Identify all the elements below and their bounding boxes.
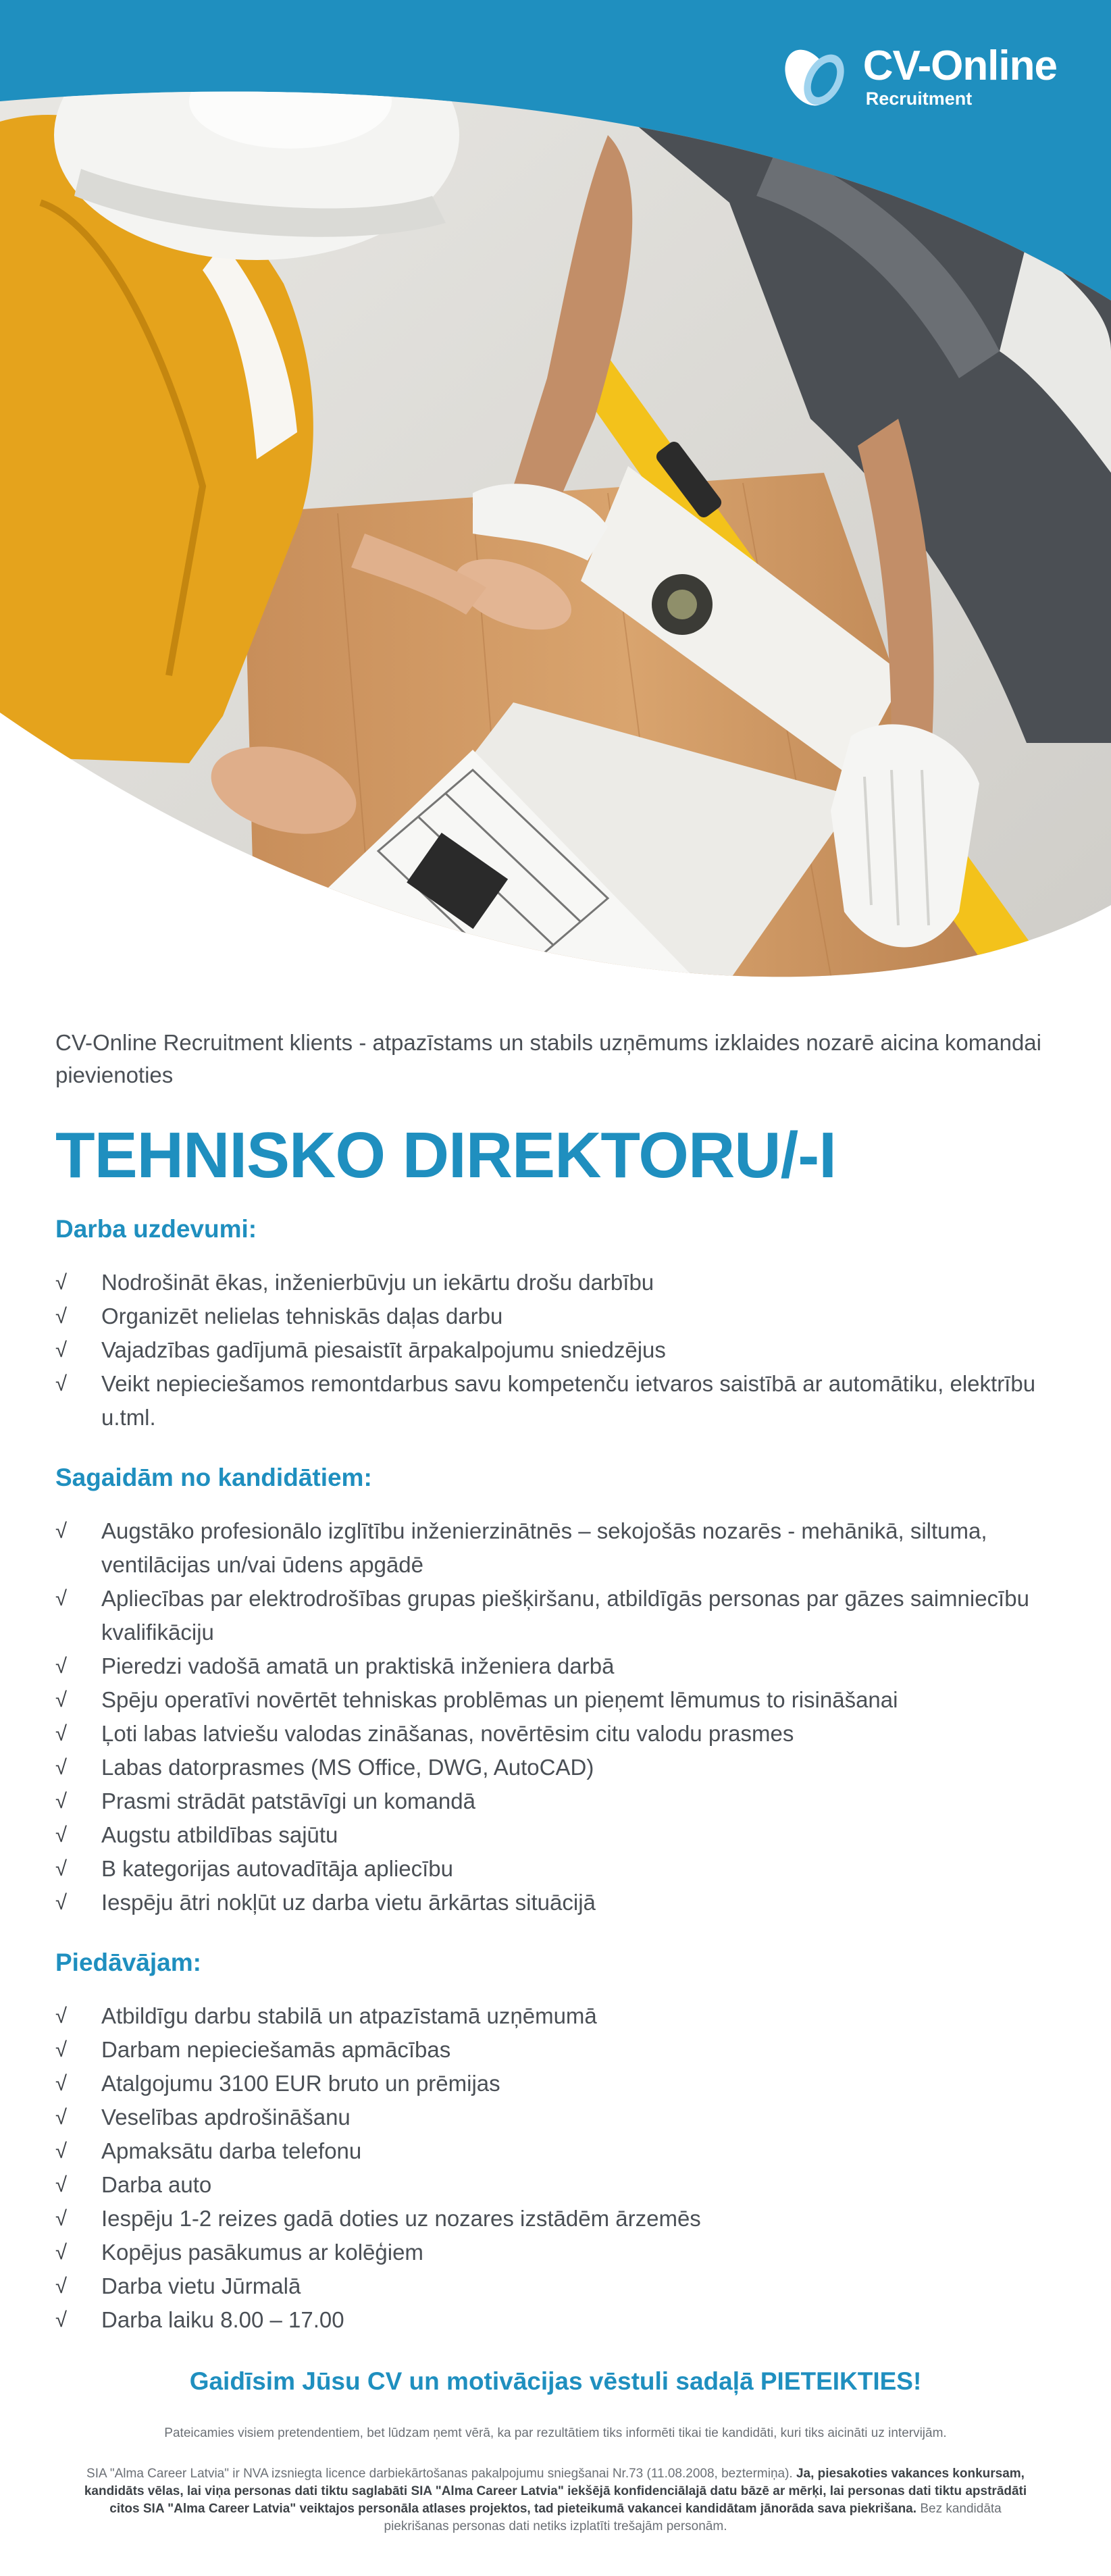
list-item-text: Nodrošināt ēkas, inženierbūvju un iekārtu drošu darbību — [101, 1270, 654, 1295]
legal-text — [81, 2465, 1030, 2535]
list-item — [55, 1717, 1055, 1751]
list-item-text: Augstāko profesionālo izglītību inženierzinātnēs – sekojošās nozarēs - mehānikā, siltuma, ventilācijas un/vai ūdens apgādē — [101, 1518, 987, 1577]
check-icon: √ — [55, 1654, 68, 1678]
check-icon: √ — [55, 1270, 68, 1294]
list-item-text: Pieredzi vadošā amatā un praktiskā inženiera darbā — [101, 1653, 615, 1678]
check-icon: √ — [55, 2004, 68, 2028]
tasks-list — [55, 1266, 1055, 1435]
brand-subtitle: Recruitment — [865, 88, 973, 109]
check-icon: √ — [55, 1688, 68, 1711]
list-item — [55, 1751, 1055, 1784]
check-icon: √ — [55, 1587, 68, 1610]
list-item-text: Augstu atbildības sajūtu — [101, 1822, 338, 1847]
list-item — [55, 2101, 1055, 2134]
list-item — [55, 1367, 1055, 1435]
consent-text: Ja, piesakoties vakances konkursam, kandidāts vēlas, lai viņa personas dati tiktu saglabāti SIA "Alma Career Latvia" iekšējā konfidenciālajā datu bāzē ar mērķi, lai personas dati tiktu apstrādāti citos SIA "Alma Career Latvia" veiktajos personāla atlases projektos, tad pieteikumā vakancei kandidātam jānorāda sava piekrišana. — [84, 2467, 1027, 2516]
list-item-text: Vajadzības gadījumā piesaistīt ārpakalpojumu sniedzējus — [101, 1337, 666, 1362]
list-item — [55, 1784, 1055, 1818]
check-icon: √ — [55, 2240, 68, 2264]
list-item-text: Atalgojumu 3100 EUR bruto un prēmijas — [101, 2071, 500, 2096]
list-item-text: Darba vietu Jūrmalā — [101, 2273, 301, 2298]
list-item — [55, 1886, 1055, 1920]
check-icon: √ — [55, 2071, 68, 2095]
section-heading: Sagaidām no kandidātiem: — [55, 1464, 372, 1491]
list-item — [55, 1649, 1055, 1683]
list-item-text: Darba auto — [101, 2172, 212, 2197]
list-item — [55, 2067, 1055, 2101]
list-item-text: Apliecības par elektrodrošības grupas piešķiršanu, atbildīgās personas par gāzes saimniecību kvalifikāciju — [101, 1586, 1029, 1645]
intro-text: CV-Online Recruitment klients - atpazīstams un stabils uzņēmums izklaides nozarē aicina komandai pievienoties — [55, 1030, 1041, 1087]
list-item-text: Ļoti labas latviešu valodas zināšanas, novērtēsim citu valodu prasmes — [101, 1721, 794, 1746]
list-item — [55, 2202, 1055, 2236]
section-offer — [55, 1947, 1055, 2337]
check-icon: √ — [55, 2207, 68, 2230]
hero-banner — [0, 0, 1111, 1000]
list-item-text: Atbildīgu darbu stabilā un atpazīstamā uzņēmumā — [101, 2003, 597, 2028]
no-consent-text: Bez kandidāta piekrišanas personas dati netiks izplatīti trešajām personām. — [384, 2502, 1002, 2533]
brand-logo — [782, 41, 1057, 115]
section-requirements — [55, 1462, 1055, 1920]
list-item — [55, 2269, 1055, 2303]
check-icon: √ — [55, 2105, 68, 2129]
list-item-text: B kategorijas autovadītāja apliecību — [101, 1856, 454, 1881]
construction-workers-photo — [0, 0, 1111, 1000]
list-item-text: Prasmi strādāt patstāvīgi un komandā — [101, 1788, 475, 1813]
list-item — [55, 2236, 1055, 2269]
check-icon: √ — [55, 1755, 68, 1779]
footer-thanks — [81, 2425, 1030, 2442]
list-item — [55, 1852, 1055, 1886]
check-icon: √ — [55, 1890, 68, 1914]
check-icon: √ — [55, 1823, 68, 1847]
list-item-text: Organizēt nelielas tehniskās daļas darbu — [101, 1304, 503, 1329]
cv-online-logo-icon — [782, 41, 856, 115]
list-item-text: Labas datorprasmes (MS Office, DWG, AutoCAD) — [101, 1755, 594, 1780]
list-item — [55, 1582, 1055, 1649]
list-item — [55, 1999, 1055, 2033]
check-icon: √ — [55, 1372, 68, 1395]
list-item — [55, 1683, 1055, 1717]
list-item — [55, 2303, 1055, 2337]
list-item — [55, 2033, 1055, 2067]
list-item — [55, 1818, 1055, 1852]
list-item — [55, 1514, 1055, 1582]
list-item-text: Kopējus pasākumus ar kolēģiem — [101, 2240, 423, 2265]
thanks-text: Pateicamies visiem pretendentiem, bet lūdzam ņemt vērā, ka par rezultātiem tiks informēti tikai tie kandidāti, kuri tiks aicināti uz intervijām. — [164, 2426, 947, 2440]
list-item-text: Darba laiku 8.00 – 17.00 — [101, 2307, 344, 2332]
list-item-text: Apmaksātu darba telefonu — [101, 2138, 362, 2163]
check-icon: √ — [55, 2139, 68, 2163]
list-item — [55, 1333, 1055, 1367]
job-title: TEHNISKO DIREKTORU/-I — [55, 1119, 836, 1191]
brand-name: CV-Online — [862, 43, 1057, 89]
check-icon: √ — [55, 1857, 68, 1880]
check-icon: √ — [55, 2308, 68, 2332]
requirements-list — [55, 1514, 1055, 1920]
check-icon: √ — [55, 1519, 68, 1543]
list-item — [55, 1299, 1055, 1333]
list-item-text: Darbam nepieciešamās apmācības — [101, 2037, 451, 2062]
check-icon: √ — [55, 2038, 68, 2061]
list-item-text: Iespēju 1-2 reizes gadā doties uz nozares izstādēm ārzemēs — [101, 2206, 701, 2231]
job-ad-content — [55, 1027, 1055, 2364]
apply-call-to-action: Gaidīsim Jūsu CV un motivācijas vēstuli sadaļā PIETEIKTIES! — [189, 2367, 922, 2395]
list-item-text: Spēju operatīvi novērtēt tehniskas problēmas un pieņemt lēmumus to risināšanai — [101, 1687, 898, 1712]
list-item-text: Veikt nepieciešamos remontdarbus savu kompetenču ietvaros saistībā ar automātiku, elektrību u.tml. — [101, 1371, 1036, 1430]
check-icon: √ — [55, 1338, 68, 1362]
section-tasks — [55, 1213, 1055, 1435]
list-item — [55, 1266, 1055, 1299]
list-item-text: Veselības apdrošināšanu — [101, 2105, 351, 2130]
footer-legal — [81, 2465, 1030, 2535]
check-icon: √ — [55, 1722, 68, 1745]
license-text: SIA "Alma Career Latvia" ir NVA izsniegta licence darbiekārtošanas pakalpojumu sniegšanai Nr.73 (11.08.2008, beztermiņa). — [86, 2467, 793, 2481]
check-icon: √ — [55, 2274, 68, 2298]
section-heading: Darba uzdevumi: — [55, 1215, 257, 1243]
list-item-text: Iespēju ātri nokļūt uz darba vietu ārkārtas situācijā — [101, 1890, 596, 1915]
list-item — [55, 2168, 1055, 2202]
check-icon: √ — [55, 1304, 68, 1328]
check-icon: √ — [55, 2173, 68, 2196]
section-heading: Piedāvājam: — [55, 1949, 201, 1976]
offer-list — [55, 1999, 1055, 2337]
list-item — [55, 2134, 1055, 2168]
check-icon: √ — [55, 1789, 68, 1813]
